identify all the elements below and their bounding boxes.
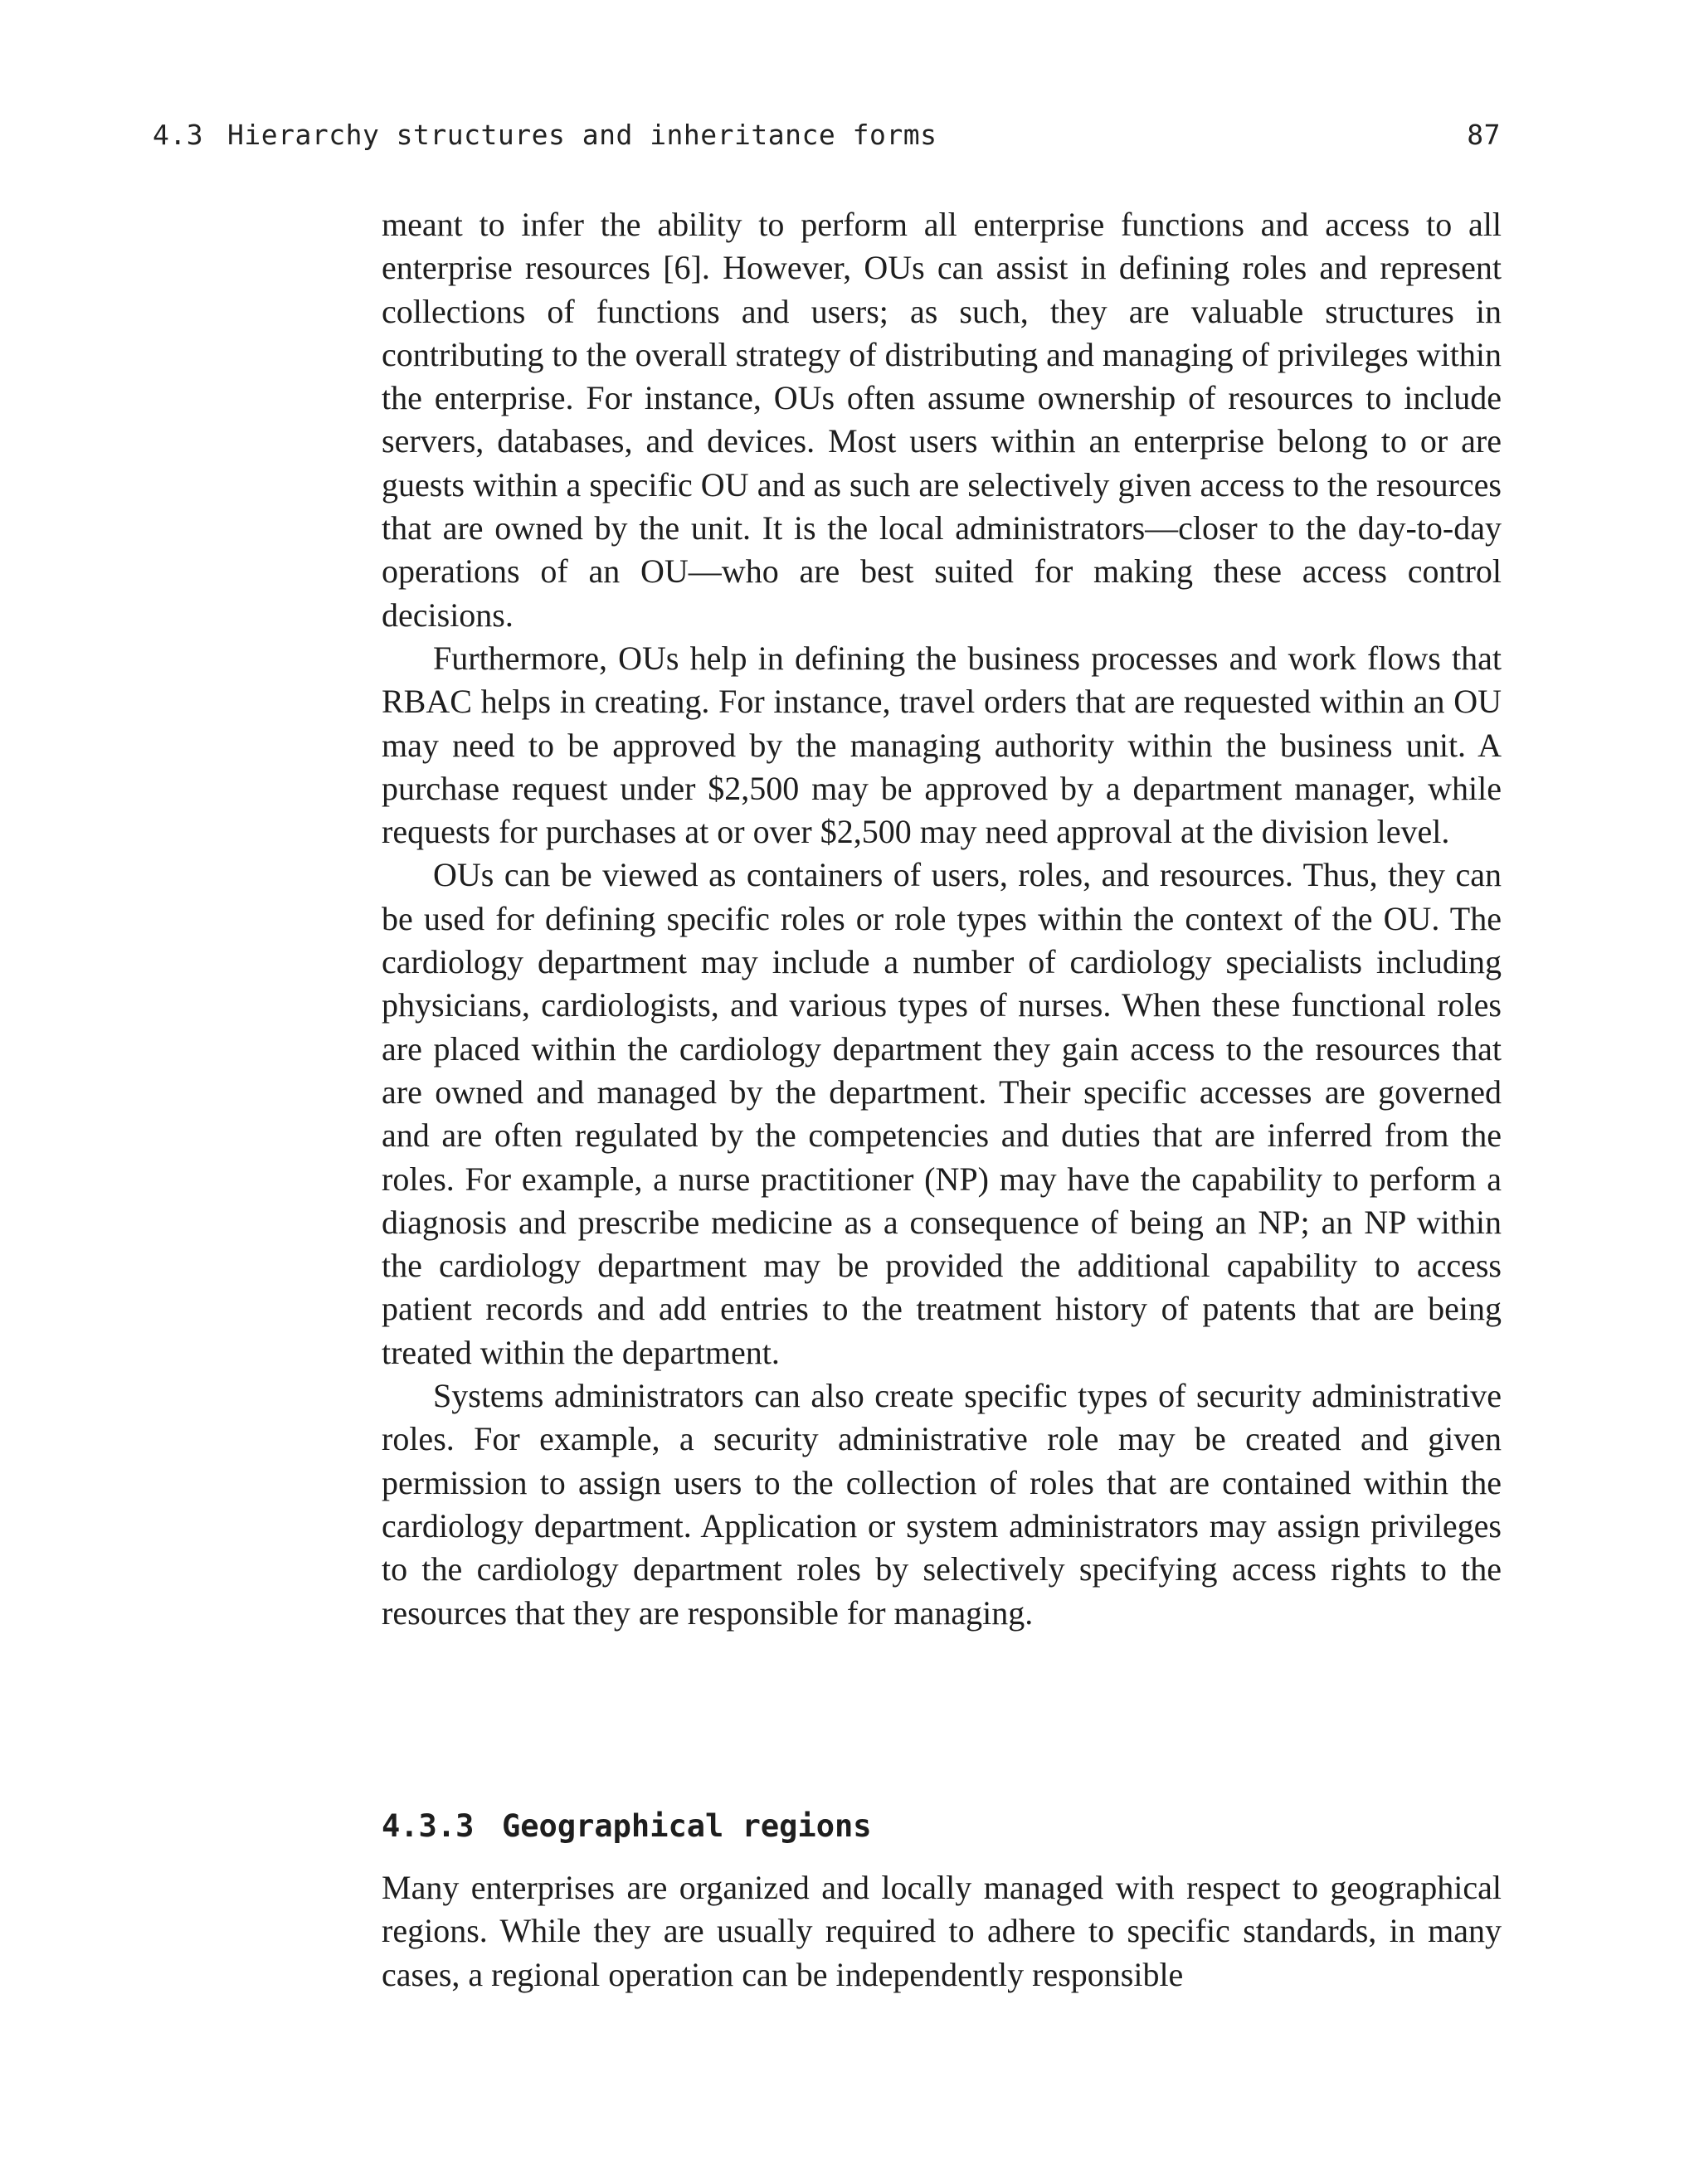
section-heading-number: 4.3.3 <box>382 1808 475 1844</box>
paragraph: meant to infer the ability to perform all enterprise functions and access to all enterprise resources [6]. However, OUs can assist in defining roles and represent collections of functions and users; as such, they are valuable structures in contributing to the overall strategy of distributing and managing of privileges within the enterprise. For instance, OUs often assume ownership of resources to include servers, databases, and devices. Most users within an enterprise belong to or are guests within a specific OU and as such are selectively given access to the resources that are owned by the unit. It is the local administrators—closer to the day-to-day operations of an OU—who are best suited for making these access control decisions. <box>382 206 1502 634</box>
running-head-section-title: Hierarchy structures and inheritance forms <box>227 119 937 151</box>
paragraph: Systems administrators can also create specific types of security administrative roles. For example, a security administrative role may be created and given permission to assign users to the collection of roles that are contained within the cardiology department. Application or system administrators may assign privileges to the cardiology department roles by selectively specifying access rights to the resources that they are responsible for managing. <box>382 1377 1502 1632</box>
paragraph: Many enterprises are organized and locally managed with respect to geographical regions. While they are usually required to adhere to specific standards, in many cases, a regional operation can be independently responsible <box>382 1869 1502 1993</box>
section-heading <box>382 1808 1502 1844</box>
running-head-section-number: 4.3 <box>153 119 204 151</box>
section-heading-title: Geographical regions <box>502 1808 872 1844</box>
paragraph: Furthermore, OUs help in defining the business processes and work flows that RBAC helps in creating. For instance, travel orders that are requested within an OU may need to be approved by the managing authority within the business unit. A purchase request under $2,500 may be approved by a department manager, while requests for purchases at or over $2,500 may need approval at the division level. <box>382 639 1502 851</box>
page-number: 87 <box>1467 119 1501 151</box>
section-body <box>382 1866 1502 1997</box>
paragraph: OUs can be viewed as containers of users, roles, and resources. Thus, they can be used for defining specific roles or role types within the context of the OU. The cardiology department may include a number of cardiology specialists including physicians, cardiologists, and various types of nurses. When these functional roles are placed within the cardiology department they gain access to the resources that are owned and managed by the department. Their specific accesses are governed and are often regulated by the competencies and duties that are inferred from the roles. For example, a nurse practitioner (NP) may have the capability to perform a diagnosis and prescribe medicine as a consequence of being an NP; an NP within the cardiology department may be provided the additional capability to access patient records and add entries to the treatment history of patents that are being treated within the department. <box>382 856 1502 1371</box>
body-text <box>382 203 1502 1635</box>
running-head <box>153 119 1501 157</box>
